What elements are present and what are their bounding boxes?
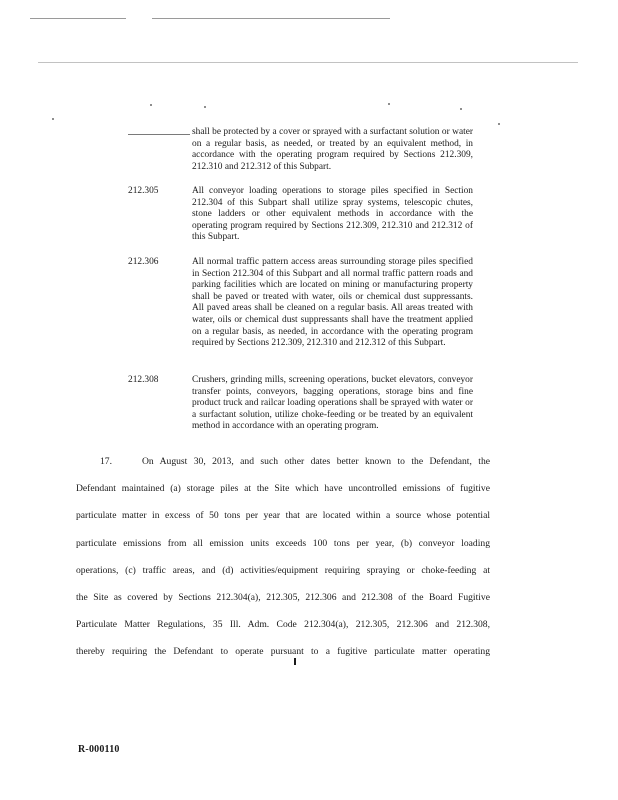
regulation-text: All conveyor loading operations to storage piles specified in Section 212.304 of this Subpart shall utilize spray systems, telescopic chutes, stone ladders or other equivalent methods in accordance with the operating program required by Sections 212.309, 212.310 and 212.312 of this Subpart. [192,186,473,243]
regulation-text: Crushers, grinding mills, screening operations, bucket elevators, conveyor transfer points, conveyors, bagging operations, storage bins and fine product truck and railcar loading operations shall be sprayed with water or a surfactant solution, utilize choke-feeding or be treated by an equivalent method in accordance with an operating program. [192,375,473,432]
paragraph-line: particulate matter in excess of 50 tons per year that are located within a source whose potential [76,510,490,522]
regulation-block [128,375,473,439]
regulation-number: 212.308 [128,375,159,385]
regulation-block [128,186,473,246]
scan-speck [150,104,152,106]
regulation-block [128,127,473,175]
paragraph-line: Defendant maintained (a) storage piles at the Site which have uncontrolled emissions of fugitive [76,483,490,495]
paragraph-line [76,448,490,475]
scan-artifact-line [30,18,126,19]
scan-speck [388,103,390,105]
paragraph-line: Particulate Matter Regulations, 35 Ill. Adm. Code 212.304(a), 212.305, 212.306 and 212.308, [76,619,490,631]
paragraph-line-text: On August 30, 2013, and such other dates better known to the Defendant, the [142,456,490,467]
regulation-number: 212.305 [128,186,159,196]
scan-speck [460,108,462,110]
paragraph-line: the Site as covered by Sections 212.304(a), 212.305, 212.306 and 212.308 of the Board Fugitive [76,592,490,604]
scan-artifact-line [38,62,578,63]
bates-number: R-000110 [78,744,120,755]
regulation-block [128,257,473,365]
paragraph-line: thereby requiring the Defendant to operate pursuant to a fugitive particulate matter operating [76,646,490,658]
scan-speck [52,118,54,120]
paragraph-line: particulate emissions from all emission units exceeds 100 tons per year, (b) conveyor loading [76,537,490,549]
regulation-text: shall be protected by a cover or sprayed with a surfactant solution or water on a regular basis, as needed, or treated by an equivalent method, in accordance with the operating program required by Sections 212.309, 212.310 and 212.312 of this Subpart. [192,127,473,172]
paragraph-number: 17. [100,456,112,467]
scan-artifact-line [152,18,390,19]
regulation-text: All normal traffic pattern access areas surrounding storage piles specified in Section 212.304 of this Subpart and all normal traffic pattern roads and parking facilities which are located on mining or manufacturing property shall be paved or treated with water, oils or chemical dust suppressants. All paved areas shall be cleaned on a regular basis. All areas treated with water, oils or chemical dust suppressants shall have the treatment applied on a regular basis, as needed, in accordance with the operating program required by Sections 212.309, 212.310 and 212.312 of this Subpart. [192,257,473,349]
scan-speck [204,106,206,108]
scan-speck [498,123,500,125]
page-mark [294,658,296,665]
paragraph-line: operations, (c) traffic areas, and (d) activities/equipment requiring spraying or choke-feeding at [76,564,490,576]
regulation-number: 212.306 [128,257,159,267]
paragraph-17 [76,448,490,666]
